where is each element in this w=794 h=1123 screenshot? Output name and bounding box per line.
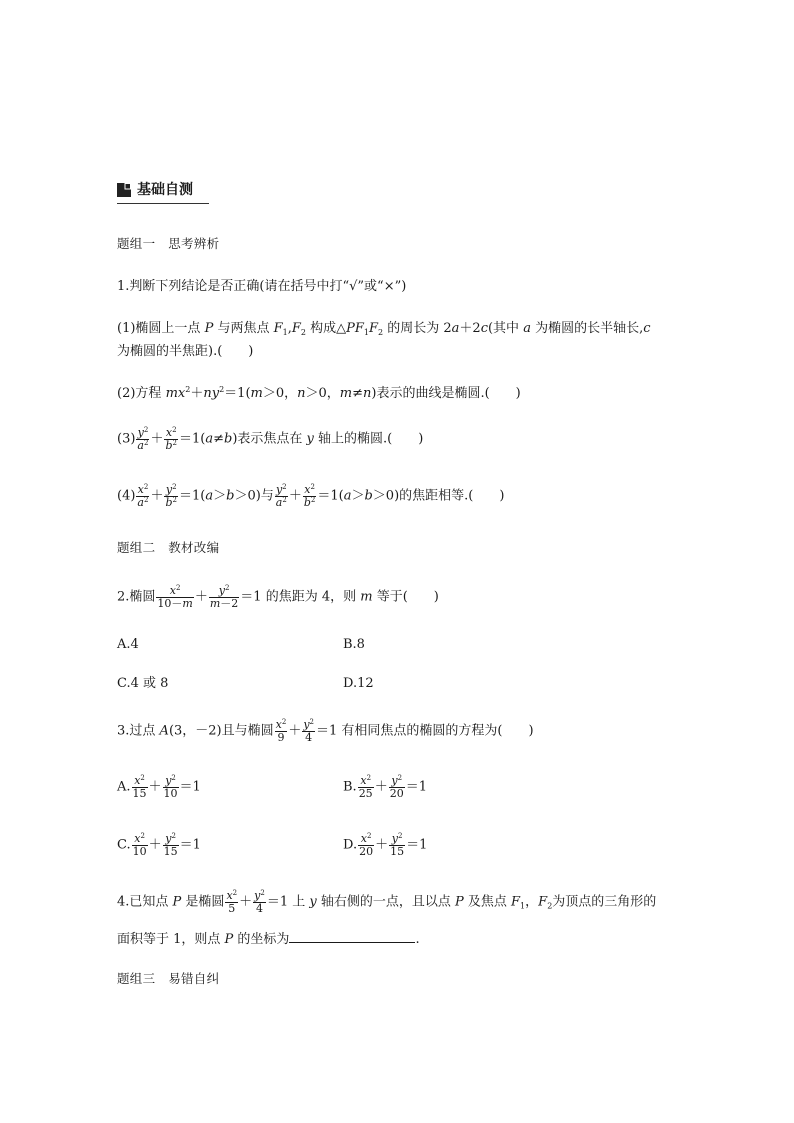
q3-option-a[interactable]: A. $\frac{x^2}{15}$ ＋ $\frac{y^2}{10}$ ＝1 <box>117 774 201 800</box>
q1-statement-4: (4) $\frac{x^2}{a^2}$ ＋ $\frac{y^2}{b^2}$ ＝1(a＞b＞0)与 $\frac{y^2}{a^2}$ ＋ $\frac{x^2}{b^2}$ ＝1(a＞b＞0)的焦距相等.( ) <box>117 483 505 509</box>
group-title-3: 题组三 易错自纠 <box>117 971 220 986</box>
fraction-y2-4: $\frac{y^2}{4}$ <box>303 718 315 744</box>
square-section-icon <box>117 183 131 197</box>
q1-statement-1-line-1: (1)椭圆上一点 P 与两焦点 $F_1,F_2$ 构成$\triangle PF_1F_2$ 的周长为 2a＋2c(其中 a 为椭圆的长半轴长,c <box>117 321 651 337</box>
q3-option-c[interactable]: C. $\frac{x^2}{10}$ ＋ $\frac{y^2}{15}$ ＝1 <box>117 832 201 858</box>
fraction-x2-b2-b: $\frac{x^2}{b^2}$ <box>303 483 316 509</box>
fraction-y2-4-q4: $\frac{y^2}{4}$ <box>254 889 265 915</box>
fraction-x2-9: $\frac{x^2}{9}$ <box>275 718 287 744</box>
q2-option-d[interactable]: D.12 <box>343 676 374 691</box>
fraction-y2-a2: $\frac{y^2}{a^2}$ <box>137 426 149 452</box>
q1-statement-2: (2)方程 $mx^2+ny^2=1(m>0$，n＞0，m≠n)表示的曲线是椭圆.( ) <box>117 385 521 401</box>
q2-option-a[interactable]: A.4 <box>117 637 139 652</box>
fraction-y2-b2: $\frac{y^2}{b^2}$ <box>165 483 177 509</box>
fraction-y2-m-2: $\frac{y^2}{m-2}$ <box>209 584 239 610</box>
q1-statement-1-line-2: 为椭圆的半焦距).( ) <box>117 344 254 359</box>
section-title: 基础自测 <box>137 182 193 198</box>
fraction-x2-10-m: $\frac{x^2}{10-m}$ <box>157 584 193 610</box>
q3-option-d[interactable]: D. $\frac{x^2}{20}$ ＋ $\frac{y^2}{15}$ ＝1 <box>343 832 428 858</box>
question-2-stem: 2.椭圆 $\frac{x^2}{10-m}$ ＋ $\frac{y^2}{m-2}$ ＝1 的焦距为 4，则 m 等于( ) <box>117 584 439 610</box>
question-1-stem: 1.判断下列结论是否正确(请在括号中打“√”或“×”) <box>117 279 407 294</box>
question-4-line-2: 面积等于 1，则点 P 的坐标为 . <box>117 932 420 947</box>
fraction-x2-b2: $\frac{x^2}{b^2}$ <box>165 426 177 452</box>
group-title-2: 题组二 教材改编 <box>117 540 220 555</box>
section-header-rule <box>117 203 209 204</box>
q2-option-b[interactable]: B.8 <box>343 637 365 652</box>
fraction-x2-5: $\frac{x^2}{5}$ <box>226 889 238 915</box>
group-title-1: 题组一 思考辨析 <box>117 236 220 251</box>
q3-option-b[interactable]: B. $\frac{x^2}{25}$ ＋ $\frac{y^2}{20}$ ＝1 <box>343 774 427 800</box>
answer-blank[interactable] <box>289 932 415 943</box>
question-4-line-1: 4.已知点 P 是椭圆 $\frac{x^2}{5}$ ＋ $\frac{y^2}{4}$ ＝1 上 y 轴右侧的一点，且以点 P 及焦点 $F_1$，$F_2$为顶点的三角形的 <box>117 889 657 915</box>
question-3-stem: 3.过点 A(3，－2)且与椭圆 $\frac{x^2}{9}$ ＋ $\frac{y^2}{4}$ ＝1 有相同焦点的椭圆的方程为( ) <box>117 718 534 744</box>
fraction-x2-a2: $\frac{x^2}{a^2}$ <box>137 483 149 509</box>
q2-option-c[interactable]: C.4 或 8 <box>117 676 169 691</box>
q1-statement-3: (3) $\frac{y^2}{a^2}$ ＋ $\frac{x^2}{b^2}$ ＝1(a≠b)表示焦点在 y 轴上的椭圆.( ) <box>117 426 424 452</box>
fraction-y2-a2-b: $\frac{y^2}{a^2}$ <box>275 483 287 509</box>
